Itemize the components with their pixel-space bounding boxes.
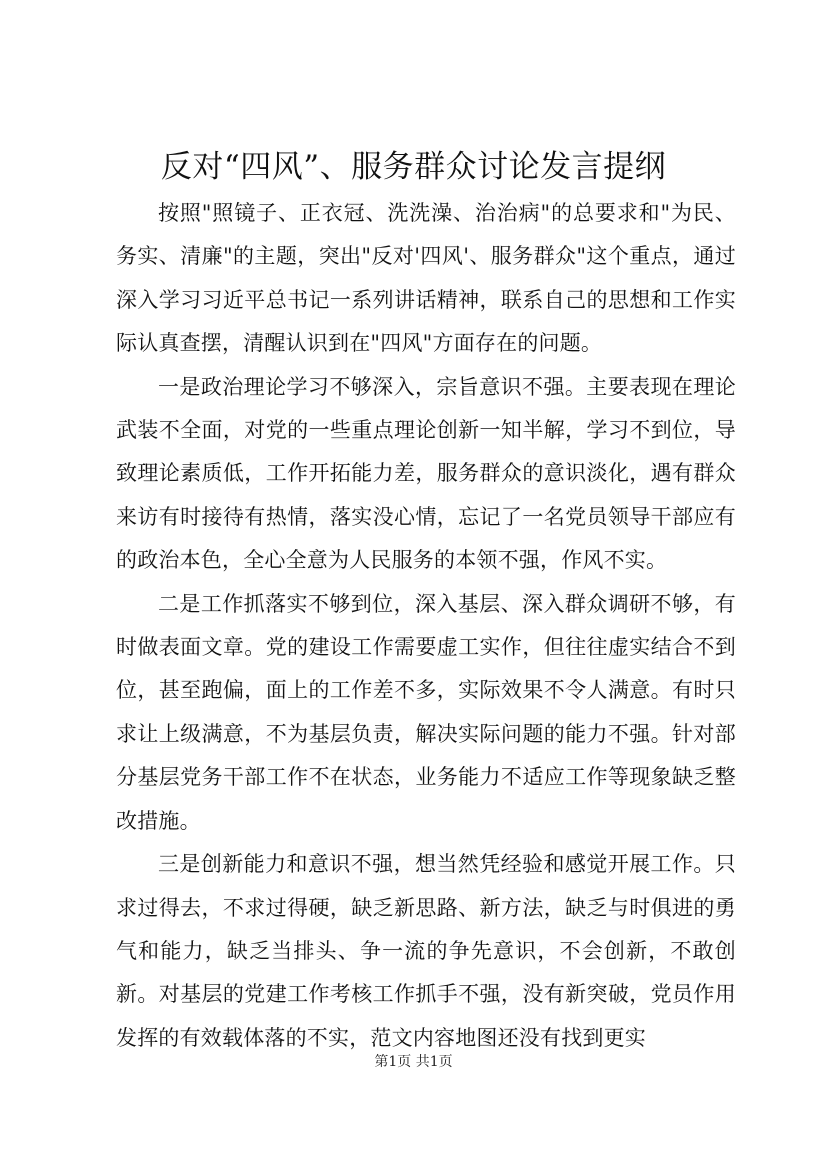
paragraph-point-2: 二是工作抓落实不够到位，深入基层、深入群众调研不够，有时做表面文章。党的建设工作需要虚工实作，但往往虚实结合不到位，甚至跑偏，面上的工作差不多，实际效果不令人满意。有时只求让上级满意，不为基层负责，解决实际问题的能力不强。针对部分基层党务干部工作不在状态，业务能力不适应工作等现象缺乏整改措施。 — [116, 591, 736, 833]
page-number-footer: 第1页 共1页 — [374, 1054, 453, 1070]
document-body — [116, 192, 736, 1060]
paragraph-point-1: 一是政治理论学习不够深入，宗旨意识不强。主要表现在理论武装不全面，对党的一些重点理论创新一知半解，学习不到位，导致理论素质低，工作开拓能力差，服务群众的意识淡化，遇有群众来访有时接待有热情，落实没心情，忘记了一名党员领导干部应有的政治本色，全心全意为人民服务的本领不强，作风不实。 — [116, 374, 736, 573]
document-title: 反对“四风”、服务群众讨论发言提纲 — [160, 149, 667, 185]
paragraph-intro: 按照"照镜子、正衣冠、洗洗澡、治治病"的总要求和"为民、务实、清廉"的主题，突出"反对'四风'、服务群众"这个重点，通过深入学习习近平总书记一系列讲话精神，联系自己的思想和工作实际认真查摆，清醒认识到在"四风"方面存在的问题。 — [116, 201, 736, 356]
paragraph-point-3: 三是创新能力和意识不强，想当然凭经验和感觉开展工作。只求过得去，不求过得硬，缺乏新思路、新方法，缺乏与时俱进的勇气和能力，缺乏当排头、争一流的争先意识，不会创新，不敢创新。对基层的党建工作考核工作抓手不强，没有新突破，党员作用发挥的有效载体落的不实，范文内容地图还没有找到更实 — [116, 852, 736, 1050]
